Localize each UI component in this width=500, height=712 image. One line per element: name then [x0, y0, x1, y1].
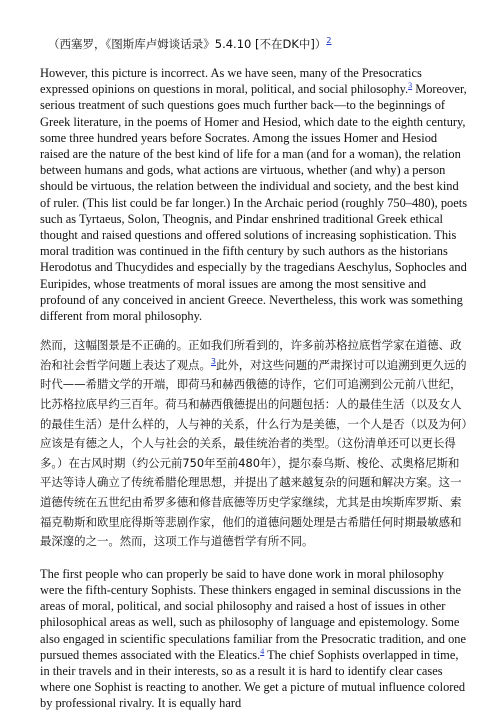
paragraph-text: The first people who can properly be said to have done work in moral philosophy were the fifth-century Sophists. These thinkers engaged in seminal discussions in the areas of moral, political, and social philosophy and raised a host of issues in other philosophical areas as well, such as philosophy of language and epistemology. Some also engaged in scientific speculations familiar from the Presocratic tradition, and one pursued themes associated with the Eleatics.	[40, 566, 466, 662]
paragraph-text: 此外，对这些问题的严肃探讨可以追溯到更久远的时代——希腊文学的开端，即荷马和赫西俄德的诗作，它们可追溯到公元前八世纪，比苏格拉底早约三百年。荷马和赫西俄德提出的问题包括：人的最佳生活（以及女人的最佳生活）是什么样的，人与神的关系，什么行为是美德，一个人是否（以及为何）应该是有德之人，个人与社会的关系，最佳统治者的类型。（这份清单还可以更长得多。）在古风时期（约公元前750年至前480年），提尔泰乌斯、梭伦、忒奥格尼斯和平达等诗人确立了传统希腊伦理思想，并提出了越来越复杂的问题和解决方案。这一道德传统在五世纪由希罗多德和修昔底德等历史学家继续，尤其是由埃斯库罗斯、索福克勒斯和欧里庇得斯等悲剧作家，他们的道德问题处理是古希腊任何时期最敏感和最深邃的之一。然而，这项工作与道德哲学有所不同。	[40, 357, 468, 549]
paragraph-english-1	[40, 65, 468, 324]
paragraph-text: The chief Sophists overlapped in time, in their travels and in their interests, so as a result it is hard to identify clear cases where one Sophist is reacting to another. We get a picture of mutual influence colored by professional rivalry. It is equally hard	[40, 647, 466, 711]
footnote-link-3[interactable]: 3	[408, 81, 413, 91]
footnote-link-4[interactable]: 4	[260, 646, 265, 656]
citation-line	[48, 35, 468, 53]
footnote-link-2[interactable]: 2	[326, 36, 332, 46]
paragraph-text: However, this picture is incorrect. As we have seen, many of the Presocratics expressed opinions on questions in moral, political, and social philosophy.	[40, 66, 422, 97]
paragraph-text: 然而，这幅图景是不正确的。正如我们所看到的，许多前苏格拉底哲学家在道德、政治和社会哲学问题上表达了观点。	[40, 338, 462, 372]
paragraph-chinese	[40, 336, 468, 552]
footnote-link-3-zh[interactable]: 3	[210, 357, 216, 367]
citation-text: （西塞罗，《图斯库卢姆谈话录》5.4.10 [不在DK中]）	[48, 37, 327, 51]
paragraph-english-2	[40, 566, 468, 712]
paragraph-text: Moreover, serious treatment of such questions goes much further back—to the beginnings of Greek literature, in the poems of Homer and Hesiod, which date to the eighth century, some three hundred years before Socrates. Among the issues Homer and Hesiod raised are the nature of the best kind of life for a man (and for a woman), the relation between humans and gods, what actions are virtuous, whether (and why) a person should be virtuous, the relation between the individual and society, and the best kind of ruler. (This list could be far longer.) In the Archaic period (roughly 750–480), poets such as Tyrtaeus, Solon, Theognis, and Pindar enshrined traditional Greek ethical thought and raised questions and offered solutions of increasing sophistication. This moral tradition was continued in the fifth century by such authors as the historians Herodotus and Thucydides and especially by the tragedians Aeschylus, Sophocles and Euripides, whose treatments of moral issues are among the most sensitive and profound of any conceived in ancient Greece. Nevertheless, this work was something different from moral philosophy.	[40, 82, 468, 324]
document-page	[40, 0, 468, 712]
